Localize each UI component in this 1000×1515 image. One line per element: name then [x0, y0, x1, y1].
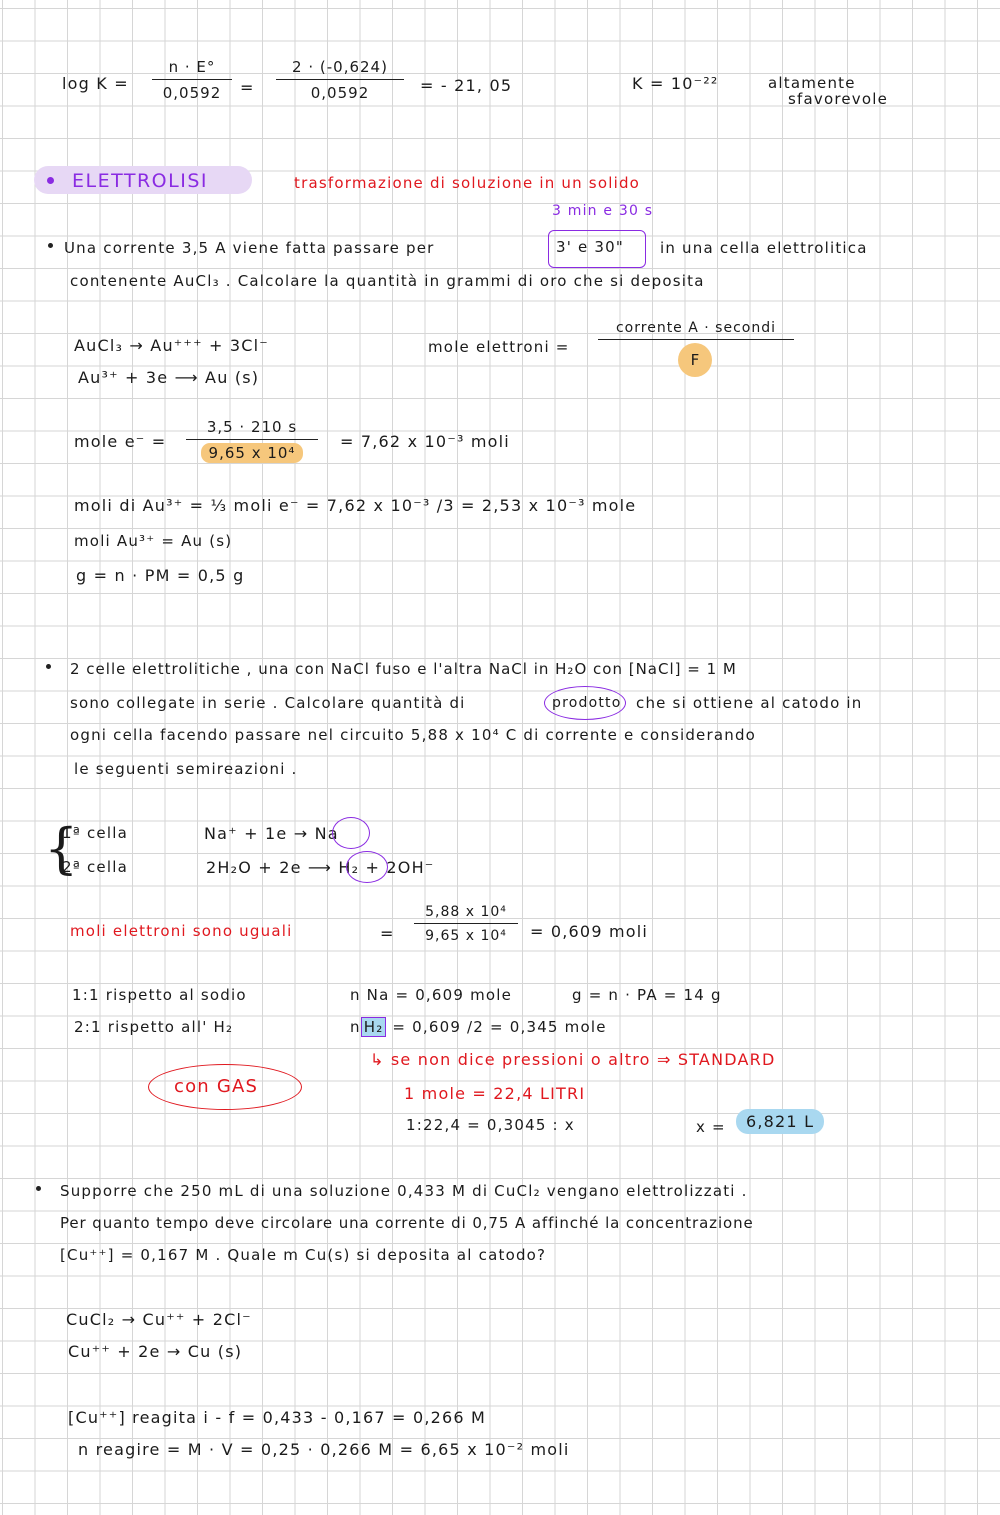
ex3-line1: Supporre che 250 mL di una soluzione 0,433 M di CuCl₂ vengano elettrolizzati . — [60, 1182, 748, 1200]
fraction-denominator: 0,0592 — [310, 84, 370, 102]
ex2-line4: le seguenti semireazioni . — [74, 760, 298, 778]
ex3-line2: Per quanto tempo deve circolare una corrente di 0,75 A affinché la concentrazione — [60, 1214, 754, 1232]
proportion: 1:22,4 = 0,3045 : x — [406, 1116, 575, 1134]
fraction-moli — [414, 904, 518, 944]
ex1-line2: contenente AuCl₃ . Calcolare la quantità in grammi di oro che si deposita — [70, 272, 705, 290]
fraction-mole-elettroni — [598, 320, 794, 340]
moli-au-eq: moli Au³⁺ = Au (s) — [74, 532, 233, 550]
h2-product: H₂ — [338, 858, 360, 877]
fraction-denominator: 9,65 x 10⁴ — [201, 443, 304, 463]
grams-result: g = n · PM = 0,5 g — [76, 566, 245, 585]
brace-icon: { — [44, 817, 79, 880]
ex1-reaction1: AuCl₃ → Au⁺⁺⁺ + 3Cl⁻ — [74, 336, 269, 355]
fraction-mole-e — [186, 418, 318, 462]
section-title: ELETTROLISI — [72, 170, 208, 192]
moli-result: = 0,609 moli — [530, 922, 649, 941]
moli-au: moli di Au³⁺ = ⅓ moli e⁻ = 7,62 x 10⁻³ /3 = 2,53 x 10⁻³ mole — [74, 496, 637, 515]
ex1-line1b: in una cella elettrolitica — [660, 239, 868, 257]
moli-elettroni-label: moli elettroni sono uguali — [70, 922, 293, 940]
mole-elettroni-label: mole elettroni = — [428, 338, 570, 356]
con-gas: con GAS — [174, 1076, 259, 1097]
fraction-numerator: n · E° — [152, 58, 232, 80]
ex3-reaction2: Cu⁺⁺ + 2e → Cu (s) — [68, 1342, 243, 1361]
n-reagire: n reagire = M · V = 0,25 · 0,266 M = 6,65 x 10⁻² moli — [78, 1440, 570, 1459]
fraction-numerator: corrente A · secondi — [598, 320, 794, 340]
ex1-reaction2: Au³⁺ + 3e ⟶ Au (s) — [78, 368, 260, 387]
mole-litri: 1 mole = 22,4 LITRI — [404, 1084, 586, 1103]
fraction-denominator: 0,0592 — [162, 84, 222, 102]
h2-highlight: H₂ — [361, 1017, 387, 1037]
bullet — [48, 243, 53, 248]
ex3-reaction1: CuCl₂ → Cu⁺⁺ + 2Cl⁻ — [66, 1310, 252, 1329]
n-na: n Na = 0,609 mole — [350, 986, 513, 1004]
faraday-highlight: F — [678, 343, 712, 377]
cell1-reaction: Na⁺ + 1e → Na — [204, 824, 339, 843]
ex2-line2a: sono collegate in serie . Calcolare quantità di — [70, 694, 466, 712]
n-h2: n H₂ = 0,609 /2 = 0,345 mole — [350, 1018, 607, 1036]
ratio-h2: 2:1 rispetto all' H₂ — [74, 1018, 234, 1036]
prodotto-word: prodotto — [552, 695, 622, 711]
cell2-label: 2ª cella — [62, 858, 128, 876]
equals-sign: = — [380, 924, 395, 943]
h2-circle — [346, 851, 388, 883]
bullet — [36, 1186, 41, 1191]
section-bullet — [47, 177, 54, 184]
k-value: K = 10⁻²² — [632, 74, 719, 93]
ratio-sodio: 1:1 rispetto al sodio — [72, 986, 247, 1004]
fraction-nE — [152, 58, 232, 102]
section-subtitle: trasformazione di soluzione in un solido — [294, 174, 641, 192]
x-equals: x = — [696, 1118, 726, 1136]
ex2-line1: 2 celle elettrolitiche , una con NaCl fuso e l'altra NaCl in H₂O con [NaCl] = 1 M — [70, 660, 737, 678]
fraction-value — [276, 58, 404, 102]
cell1-label: 1ª cella — [62, 824, 128, 842]
ex2-line2b: che si ottiene al catodo in — [636, 694, 863, 712]
fraction-numerator: 2 · (-0,624) — [276, 58, 404, 80]
fraction-denominator: 9,65 x 10⁴ — [425, 928, 507, 944]
time-note: 3 min e 30 s — [552, 203, 654, 219]
na-product: Na — [314, 824, 339, 843]
fraction-numerator: 3,5 · 210 s — [186, 418, 318, 440]
cu-reagita: [Cu⁺⁺] reagita i - f = 0,433 - 0,167 = 0,266 M — [68, 1408, 487, 1427]
bullet — [46, 664, 51, 669]
gas-note: ↳ se non dice pressioni o altro ⇒ STANDARD — [370, 1050, 776, 1069]
g-na: g = n · PA = 14 g — [572, 986, 722, 1004]
ex3-line3: [Cu⁺⁺] = 0,167 M . Quale m Cu(s) si deposita al catodo? — [60, 1246, 547, 1264]
logk-label: log K = — [62, 74, 129, 93]
mole-e-result: = 7,62 x 10⁻³ moli — [340, 432, 510, 451]
equals-sign: = — [240, 78, 255, 97]
logk-result: = - 21, 05 — [420, 76, 513, 95]
mole-e-label: mole e⁻ = — [74, 432, 167, 451]
x-value: 6,821 L — [736, 1114, 824, 1130]
na-circle — [332, 817, 370, 849]
note-altamente: altamente — [768, 74, 856, 92]
ex1-time: 3' e 30" — [556, 238, 625, 256]
ex1-line1a: Una corrente 3,5 A viene fatta passare per — [64, 239, 435, 257]
note-sfavorevole: sfavorevole — [788, 90, 889, 108]
cell2-reaction: 2H₂O + 2e ⟶ H₂ + 2OH⁻ — [206, 858, 435, 877]
fraction-numerator: 5,88 x 10⁴ — [414, 904, 518, 924]
ex2-line3: ogni cella facendo passare nel circuito 5,88 x 10⁴ C di corrente e considerando — [70, 726, 757, 744]
